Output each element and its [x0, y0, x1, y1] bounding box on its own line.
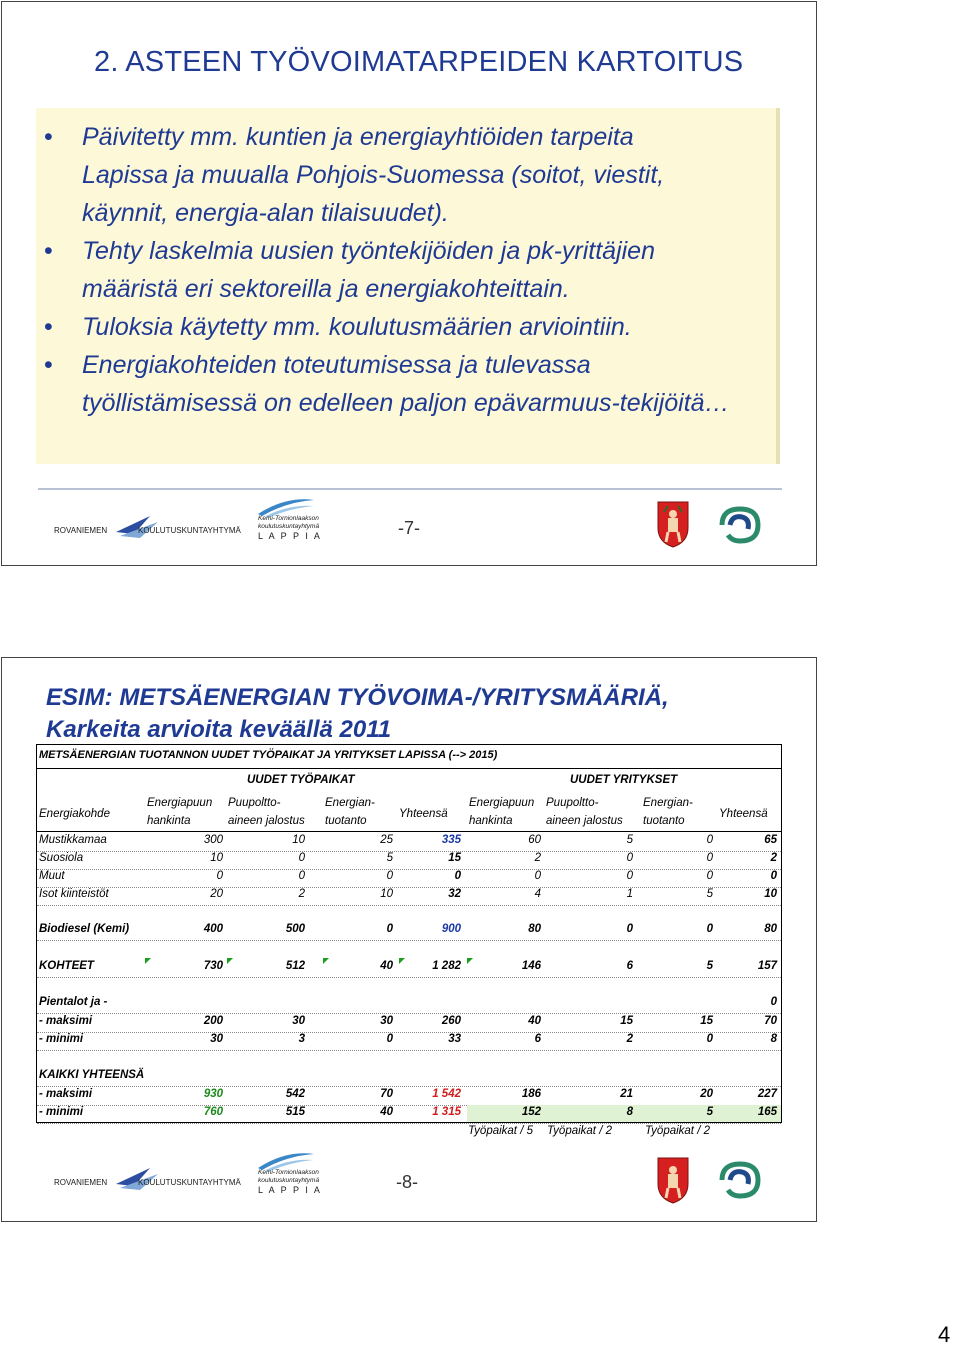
row-label: - maksimi — [39, 1088, 93, 1100]
bullet-dot-icon: • — [44, 313, 53, 341]
table-cell: 0 — [706, 870, 713, 882]
page-number-7: -7- — [398, 518, 420, 538]
bullet-item — [36, 118, 780, 232]
sub-header-line2: aineen jalostus — [546, 815, 623, 827]
sub-header-line2: hankinta — [469, 815, 513, 827]
table-cell: 0 — [626, 923, 633, 935]
table-cell: 0 — [706, 852, 713, 864]
table-cell: 80 — [528, 923, 541, 935]
table-cell: 512 — [285, 960, 305, 972]
row-rule — [37, 887, 781, 888]
table-cell: 400 — [203, 923, 223, 935]
table-cell: 30 — [380, 1015, 393, 1027]
group-firms-header: UUDET YRITYKSET — [570, 774, 678, 786]
sub-header-line1: Puupoltto- — [228, 797, 281, 809]
lappia-line2: koulutuskuntayhtymä — [258, 523, 320, 530]
table-cell: 70 — [380, 1088, 393, 1100]
table-cell: 0 — [770, 996, 777, 1008]
slide-title: 2. ASTEEN TYÖVOIMATARPEIDEN KARTOITUS — [94, 46, 744, 78]
table-cell: 335 — [441, 834, 461, 846]
caption-rule — [37, 768, 781, 769]
row-label: - maksimi — [39, 1015, 93, 1027]
sub-header-line2: tuotanto — [643, 815, 685, 827]
row-rule — [37, 1086, 781, 1087]
lappia-name-2: L A P P I A — [258, 1185, 322, 1195]
sub-header-line1: Puupoltto- — [546, 797, 599, 809]
workforce-table — [36, 744, 782, 1123]
group-jobs-header: UUDET TYÖPAIKAT — [247, 774, 355, 786]
bullet-item — [36, 308, 780, 346]
table-cell: 5 — [706, 1106, 713, 1118]
table-cell: 0 — [626, 870, 633, 882]
footnote: Työpaikat / 2 — [547, 1125, 612, 1137]
bullet-line: työllistämisessä on edelleen paljon epävarmuus-tekijöitä… — [82, 389, 730, 417]
bullet-item — [36, 346, 780, 422]
table-cell: 0 — [706, 1033, 713, 1045]
table-cell: 200 — [203, 1015, 223, 1027]
bullet-line: Lapissa ja muualla Pohjois-Suomessa (soitot, viestit, — [82, 161, 665, 189]
document-page-number: 4 — [938, 1322, 951, 1347]
sub-header-line1: Energian- — [643, 797, 693, 809]
row-rule — [37, 1123, 781, 1124]
table-cell: 260 — [441, 1015, 461, 1027]
table-cell: 10 — [292, 834, 305, 846]
table-cell: 15 — [448, 852, 461, 864]
table-cell: 40 — [380, 1106, 393, 1118]
table-cell: 80 — [764, 923, 777, 935]
table-cell: 2 — [534, 852, 541, 864]
table-cell: 0 — [706, 923, 713, 935]
comment-marker-icon — [145, 958, 151, 964]
rovaniemi-label-2: ROVANIEMEN — [54, 1178, 108, 1187]
lappia-line1: Kemi-Tornionlaakson — [258, 515, 319, 522]
table-cell: 20 — [210, 888, 223, 900]
table-cell: 60 — [528, 834, 541, 846]
table-cell: 65 — [764, 834, 777, 846]
table-cell: 8 — [770, 1033, 777, 1045]
bullet-line: Tehty laskelmia uusien työntekijöiden ja pk-yrittäjien — [82, 237, 655, 265]
table-cell: 1 315 — [432, 1106, 461, 1118]
sub-header-line1: Yhteensä — [719, 808, 768, 820]
table-cell: 10 — [380, 888, 393, 900]
bullet-dot-icon: • — [44, 123, 53, 151]
bullet-line: Päivitetty mm. kuntien ja energiayhtiöiden tarpeita — [82, 123, 634, 151]
table-cell: 500 — [285, 923, 305, 935]
table-cell: 30 — [210, 1033, 223, 1045]
sub-header-line2: tuotanto — [325, 815, 367, 827]
table-cell: 70 — [764, 1015, 777, 1027]
table-cell: 10 — [210, 852, 223, 864]
table-cell: 15 — [620, 1015, 633, 1027]
row-label: Muut — [39, 870, 65, 882]
table-cell: 0 — [454, 870, 461, 882]
comment-marker-icon — [227, 958, 233, 964]
table-cell: 186 — [521, 1088, 541, 1100]
row-label: - minimi — [39, 1033, 84, 1045]
bullet-list — [36, 118, 780, 422]
table-cell: 40 — [528, 1015, 541, 1027]
row-rule — [37, 1013, 781, 1014]
eu-region-logo-icon — [718, 1160, 762, 1200]
row-label: KOHTEET — [39, 960, 94, 972]
row-rule — [37, 1032, 781, 1033]
row-rule — [37, 940, 781, 941]
sub-header-line1: Energiapuun — [147, 797, 213, 809]
koulutus-label-2: KOULUTUSKUNTAYHTYMÄ — [138, 1178, 241, 1187]
footer-divider — [38, 488, 782, 490]
table-cell: 542 — [285, 1088, 305, 1100]
col-target-header: Energiakohde — [39, 808, 110, 820]
bullet-line: määristä eri sektoreilla ja energiakohteittain. — [82, 275, 570, 303]
header-rule — [37, 831, 781, 832]
table-cell: 300 — [203, 834, 223, 846]
table-cell: 25 — [380, 834, 393, 846]
table-cell: 0 — [298, 852, 305, 864]
row-rule — [37, 851, 781, 852]
koulutus-label: KOULUTUSKUNTAYHTYMÄ — [138, 526, 241, 535]
table-cell: 20 — [700, 1088, 713, 1100]
bullet-line: käynnit, energia-alan tilaisuudet). — [82, 199, 449, 227]
table-cell: 5 — [706, 960, 713, 972]
table-cell: 2 — [298, 888, 305, 900]
table-cell: 0 — [386, 870, 393, 882]
table-cell: 0 — [386, 1033, 393, 1045]
sub-header-line2: hankinta — [147, 815, 191, 827]
table-cell: 21 — [620, 1088, 633, 1100]
table-cell: 40 — [380, 960, 393, 972]
table-cell: 33 — [448, 1033, 461, 1045]
sub-header-line1: Yhteensä — [399, 808, 448, 820]
row-rule — [37, 905, 781, 906]
table-cell: 30 — [292, 1015, 305, 1027]
table-cell: 0 — [626, 852, 633, 864]
row-highlight — [467, 1105, 781, 1122]
row-label: - minimi — [39, 1106, 84, 1118]
table-cell: 900 — [441, 923, 461, 935]
bullet-dot-icon: • — [44, 351, 53, 379]
rovaniemi-label: ROVANIEMEN — [54, 526, 108, 535]
slide-title-line2: Karkeita arvioita keväällä 2011 — [46, 716, 392, 743]
table-cell: 515 — [285, 1106, 305, 1118]
row-label: Mustikkamaa — [39, 834, 107, 846]
table-cell: 227 — [757, 1088, 777, 1100]
row-label: Suosiola — [39, 852, 84, 864]
bullet-line: Tuloksia käytetty mm. koulutusmäärien arviointiin. — [82, 313, 632, 341]
footnote: Työpaikat / 5 — [468, 1125, 533, 1137]
table-cell: 2 — [626, 1033, 633, 1045]
row-label: KAIKKI YHTEENSÄ — [39, 1069, 145, 1081]
lappia-name: L A P P I A — [258, 531, 322, 541]
row-label: Pientalot ja - — [39, 996, 108, 1008]
comment-marker-icon — [467, 958, 473, 964]
table-cell: 8 — [626, 1106, 633, 1118]
sub-header-line2: aineen jalostus — [228, 815, 305, 827]
table-cell: 165 — [757, 1106, 777, 1118]
table-cell: 0 — [216, 870, 223, 882]
table-cell: 0 — [534, 870, 541, 882]
sub-header-line1: Energiapuun — [469, 797, 535, 809]
row-rule — [37, 1050, 781, 1051]
comment-marker-icon — [323, 958, 329, 964]
table-cell: 1 — [626, 888, 633, 900]
row-label: Isot kiinteistöt — [39, 888, 109, 900]
comment-marker-icon — [399, 958, 405, 964]
table-cell: 2 — [770, 852, 777, 864]
table-cell: 760 — [203, 1106, 223, 1118]
table-cell: 1 282 — [432, 960, 461, 972]
lapland-coat-of-arms-icon — [656, 1156, 690, 1204]
table-cell: 5 — [386, 852, 393, 864]
row-rule — [37, 977, 781, 978]
table-cell: 730 — [203, 960, 223, 972]
table-cell: 5 — [706, 888, 713, 900]
row-label: Biodiesel (Kemi) — [39, 923, 130, 935]
sub-header-line1: Energian- — [325, 797, 375, 809]
table-cell: 930 — [203, 1088, 223, 1100]
table-cell: 15 — [700, 1015, 713, 1027]
table-cell: 6 — [626, 960, 633, 972]
lappia-line1-2: Kemi-Tornionlaakson — [258, 1169, 319, 1176]
footnote: Työpaikat / 2 — [645, 1125, 710, 1137]
table-cell: 152 — [521, 1106, 541, 1118]
bullet-dot-icon: • — [44, 237, 53, 265]
table-bottom-rule — [37, 1122, 781, 1123]
bullet-item — [36, 232, 780, 308]
table-cell: 4 — [534, 888, 541, 900]
bullet-line: Energiakohteiden toteutumisessa ja tulevassa — [82, 351, 591, 379]
table-cell: 3 — [298, 1033, 305, 1045]
table-cell: 146 — [521, 960, 541, 972]
table-cell: 0 — [706, 834, 713, 846]
table-cell: 1 542 — [432, 1088, 461, 1100]
table-cell: 10 — [764, 888, 777, 900]
table-cell: 0 — [770, 870, 777, 882]
row-rule — [37, 869, 781, 870]
table-cell: 0 — [386, 923, 393, 935]
lapland-coat-of-arms-icon — [656, 500, 690, 548]
page-number-8: -8- — [396, 1172, 418, 1192]
table-caption: METSÄENERGIAN TUOTANNON UUDET TYÖPAIKAT JA YRITYKSET LAPISSA (--> 2015) — [39, 749, 498, 761]
table-cell: 0 — [298, 870, 305, 882]
slide-title-line1: ESIM: METSÄENERGIAN TYÖVOIMA-/YRITYSMÄÄRIÄ, — [46, 684, 669, 711]
bullet-panel — [36, 108, 780, 464]
table-cell: 5 — [626, 834, 633, 846]
table-cell: 32 — [448, 888, 461, 900]
eu-region-logo-icon — [718, 505, 762, 545]
lappia-line2-2: koulutuskuntayhtymä — [258, 1177, 320, 1184]
table-cell: 157 — [757, 960, 777, 972]
table-cell: 6 — [534, 1033, 541, 1045]
